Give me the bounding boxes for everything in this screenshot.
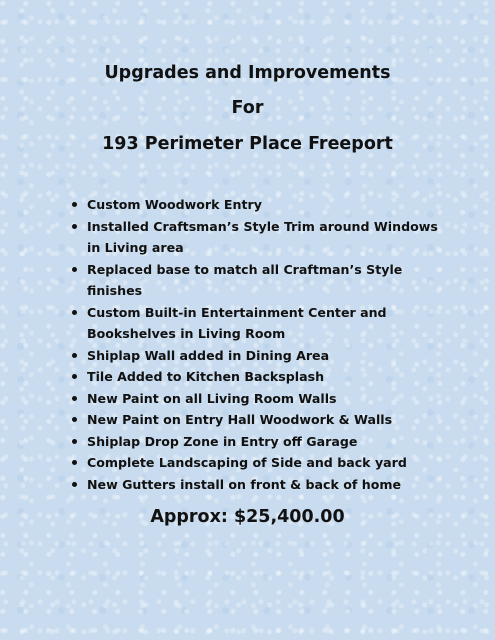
bullet-icon (72, 417, 77, 422)
bullet-icon (72, 224, 77, 229)
list-item (70, 366, 450, 388)
list-item-text: New Paint on all Living Room Walls (87, 390, 337, 406)
bullet-icon (72, 460, 77, 465)
list-item (70, 409, 450, 431)
list-item-text: Complete Landscaping of Side and back yard (87, 455, 407, 470)
bullet-icon (72, 439, 77, 444)
title-line-2: For (231, 98, 264, 118)
list-item-text: Custom Woodwork Entry (87, 197, 262, 212)
list-item (70, 388, 450, 410)
list-item-text: Installed Craftsman’s Style Trim around Windows in Living area (87, 218, 438, 255)
list-item (70, 431, 450, 453)
list-item-text: New Gutters install on front & back of home (87, 476, 402, 492)
list-item-text: New Paint on Entry Hall Woodwork & Walls (87, 412, 393, 427)
list-item-text: Shiplap Wall added in Dining Area (87, 347, 330, 363)
list-item-text: Replaced base to match all Craftman’s Style finishes (87, 261, 403, 298)
bullet-icon (72, 374, 77, 379)
bullet-icon (72, 202, 77, 207)
list-item (70, 259, 450, 302)
list-item (70, 302, 450, 345)
list-item (70, 474, 450, 496)
list-item (70, 216, 450, 259)
improvements-list (70, 194, 450, 495)
bullet-icon (72, 396, 77, 401)
title-line-1: Upgrades and Improvements (104, 63, 391, 83)
total-amount: Approx: $25,400.00 (150, 507, 345, 527)
bullet-icon (72, 482, 77, 487)
list-item-text: Shiplap Drop Zone in Entry off Garage (87, 433, 358, 449)
bullet-icon (72, 267, 77, 272)
list-item (70, 345, 450, 367)
title-line-3: 193 Perimeter Place Freeport (102, 134, 393, 154)
list-item (70, 452, 450, 474)
list-item (70, 194, 450, 216)
list-item-text: Tile Added to Kitchen Backsplash (87, 369, 325, 384)
bullet-icon (72, 310, 77, 315)
bullet-icon (72, 353, 77, 358)
list-item-text: Custom Built-in Entertainment Center and Bookshelves in Living Room (87, 304, 387, 341)
